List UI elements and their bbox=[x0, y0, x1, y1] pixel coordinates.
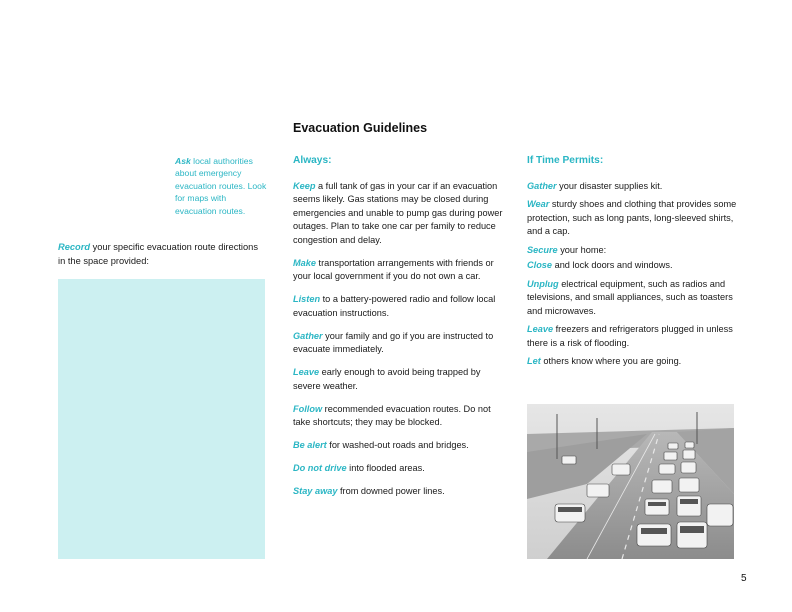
item-lead: Be alert bbox=[293, 440, 327, 450]
item-lead: Leave bbox=[527, 324, 554, 334]
page-title: Evacuation Guidelines bbox=[293, 121, 428, 135]
item-text: sturdy shoes and clothing that provides some protection, such as long pants, long-sleeved shirts, and a cap. bbox=[527, 199, 737, 236]
route-notes-box bbox=[58, 279, 265, 559]
item-lead: Keep bbox=[293, 180, 316, 191]
record-lead: Record bbox=[58, 242, 91, 252]
sidenote-text: local authorities about emergency evacuation routes. Look for maps with evacuation routes. bbox=[175, 156, 267, 216]
always-item bbox=[293, 330, 508, 357]
if-time-item bbox=[527, 355, 737, 369]
item-lead: Unplug bbox=[527, 278, 559, 289]
always-item bbox=[293, 485, 508, 499]
item-lead: Close bbox=[527, 260, 553, 270]
if-time-item bbox=[527, 244, 737, 258]
if-time-item bbox=[527, 278, 737, 319]
record-instruction bbox=[58, 241, 258, 268]
record-text: your specific evacuation route directions in the space provided: bbox=[58, 242, 258, 266]
item-lead: Listen bbox=[293, 294, 321, 304]
item-lead: Gather bbox=[293, 330, 323, 341]
always-item bbox=[293, 403, 508, 430]
page-number: 5 bbox=[741, 573, 747, 584]
sidenote bbox=[175, 155, 270, 217]
item-lead: Do not drive bbox=[293, 463, 347, 473]
always-item bbox=[293, 462, 508, 476]
item-text: for washed-out roads and bridges. bbox=[326, 440, 469, 450]
always-item bbox=[293, 366, 508, 393]
always-item bbox=[293, 439, 508, 453]
item-lead: Secure bbox=[527, 244, 558, 255]
item-lead: Follow bbox=[293, 403, 323, 414]
item-lead: Stay away bbox=[293, 486, 338, 496]
item-text: your disaster supplies kit. bbox=[556, 180, 663, 191]
item-text: transportation arrangements with friends or your local government if you do not own a car. bbox=[293, 257, 494, 281]
item-text: early enough to avoid being trapped by severe weather. bbox=[293, 367, 481, 391]
if-time-heading: If Time Permits: bbox=[527, 155, 604, 166]
always-heading: Always: bbox=[293, 155, 332, 166]
item-text: your family and go if you are instructed to evacuate immediately. bbox=[293, 330, 494, 354]
if-time-item bbox=[527, 259, 737, 273]
item-lead: Wear bbox=[527, 199, 550, 209]
if-time-permits-column bbox=[527, 154, 737, 374]
always-item bbox=[293, 257, 508, 284]
if-time-item bbox=[527, 180, 737, 194]
always-item bbox=[293, 293, 508, 320]
always-column bbox=[293, 154, 508, 508]
item-text: your home: bbox=[557, 244, 607, 255]
item-lead: Let bbox=[527, 356, 541, 366]
item-text: and lock doors and windows. bbox=[552, 260, 673, 270]
if-time-item bbox=[527, 198, 737, 239]
item-lead: Make bbox=[293, 257, 316, 268]
item-text: into flooded areas. bbox=[346, 463, 425, 473]
item-text: to a battery-powered radio and follow local evacuation instructions. bbox=[293, 294, 496, 318]
item-text: freezers and refrigerators plugged in unless there is a risk of flooding. bbox=[527, 324, 733, 348]
item-text: others know where you are going. bbox=[540, 356, 682, 366]
if-time-item bbox=[527, 323, 737, 350]
item-text: from downed power lines. bbox=[337, 486, 445, 496]
item-lead: Gather bbox=[527, 180, 557, 191]
item-lead: Leave bbox=[293, 367, 320, 377]
always-item bbox=[293, 180, 508, 248]
item-text: recommended evacuation routes. Do not take shortcuts; they may be blocked. bbox=[293, 403, 491, 427]
highway-traffic-photo bbox=[527, 404, 734, 559]
sidenote-lead: Ask bbox=[175, 156, 191, 166]
item-text: a full tank of gas in your car if an evacuation seems likely. Gas stations may be closed during emergencies and unable to pump gas during power outages. Plan to take one car per family to reduce congestion and delay. bbox=[293, 180, 503, 245]
item-text: electrical equipment, such as radios and televisions, and small appliances, such as toasters and microwaves. bbox=[527, 278, 733, 316]
